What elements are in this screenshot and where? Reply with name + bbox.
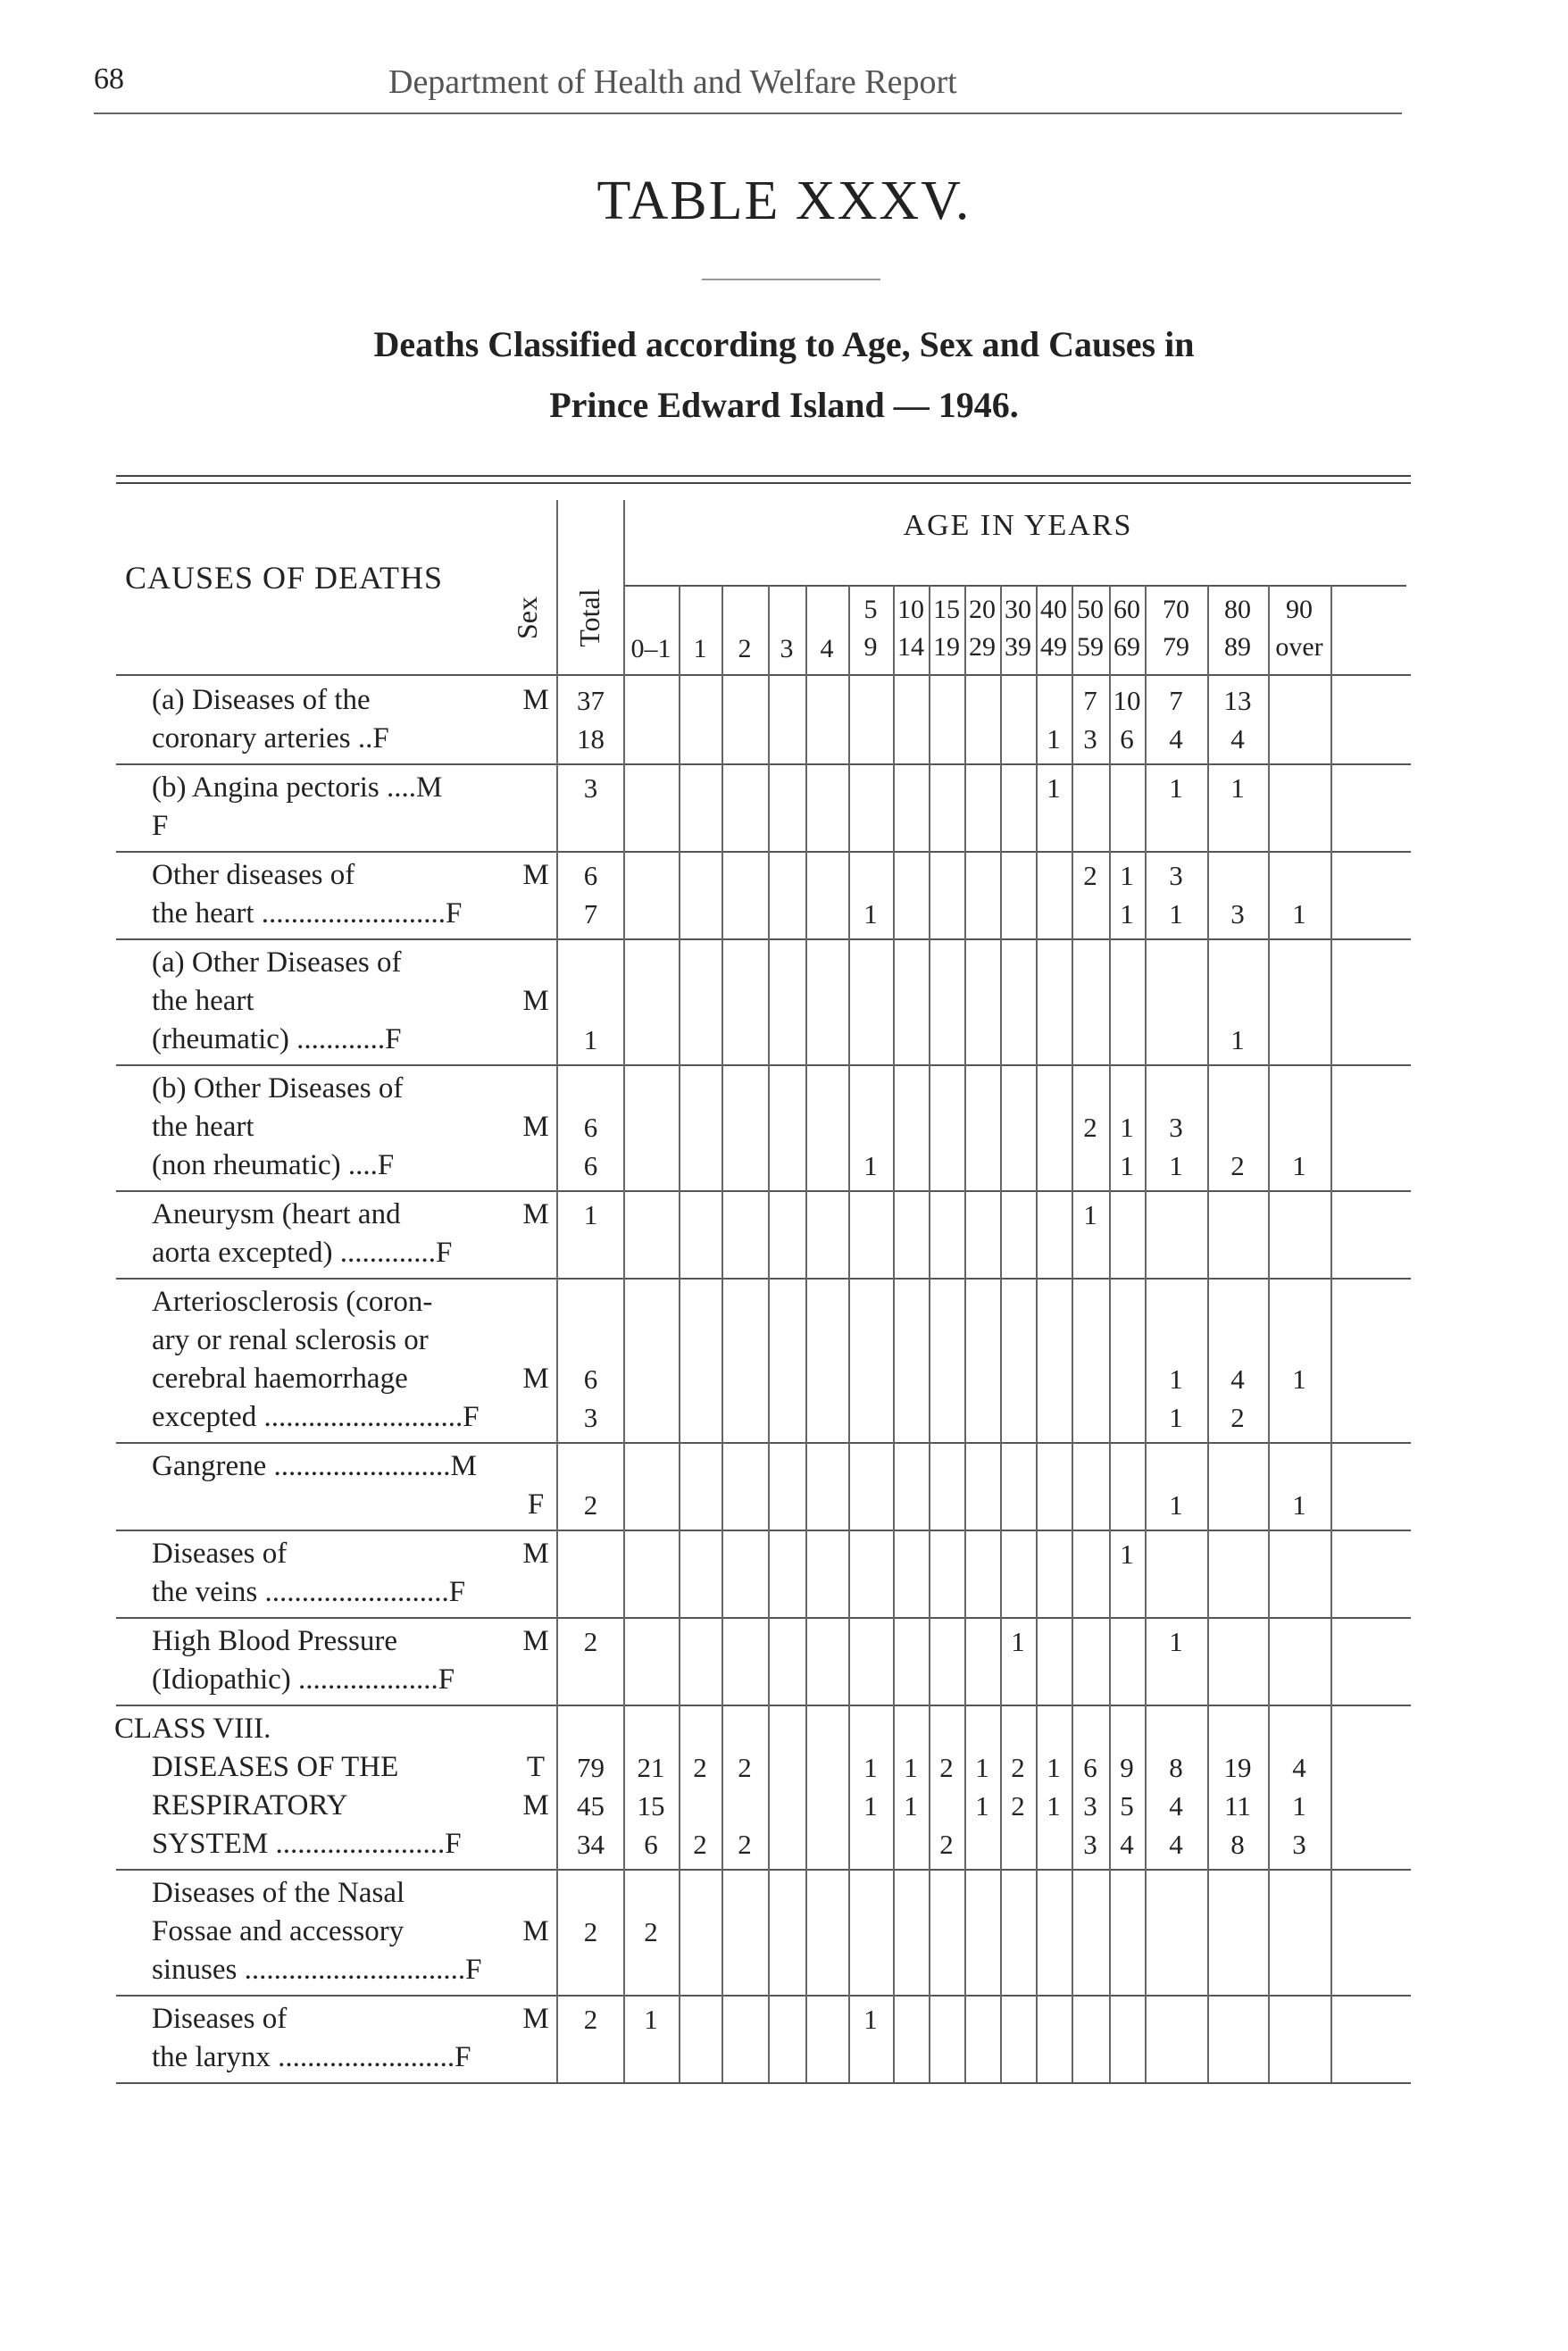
- age-cell: 1: [1169, 1402, 1183, 1433]
- age-cell: 4: [1120, 1829, 1134, 1860]
- age-cell: 1: [1292, 1363, 1306, 1395]
- cause-label: [152, 1196, 545, 1272]
- table-top-rule-2: [116, 482, 1411, 484]
- age-cell: 4: [1292, 1752, 1306, 1783]
- age-group-top: 4: [820, 634, 834, 663]
- cause-line: (a) Diseases of the: [152, 684, 371, 716]
- cause-line: the veins .........................F: [152, 1576, 466, 1608]
- cause-label: [152, 944, 545, 1059]
- age-group-label: [1207, 591, 1268, 666]
- age-group-bottom: 29: [969, 632, 996, 662]
- total-cell: 1: [583, 1199, 598, 1230]
- sex-marker: M: [522, 1915, 549, 1947]
- age-cell: 1: [1047, 723, 1061, 754]
- age-cell: 1: [975, 1752, 989, 1783]
- total-cell: 34: [577, 1829, 605, 1860]
- age-cell: 4: [1230, 723, 1245, 754]
- column-rule: [768, 585, 770, 2082]
- cause-line: (non rheumatic) ....F: [152, 1149, 395, 1181]
- row-separator: [116, 851, 1411, 853]
- age-cell: 3: [1169, 1112, 1183, 1143]
- age-cell: 1: [1120, 1538, 1134, 1570]
- column-rule: [1036, 585, 1038, 2082]
- total-cell: 45: [577, 1790, 605, 1822]
- age-cell: 2: [939, 1829, 954, 1860]
- age-group-bottom: 79: [1163, 632, 1189, 662]
- age-group-bottom: 59: [1077, 632, 1104, 662]
- age-cell: 15: [637, 1790, 665, 1822]
- age-cell: 1: [904, 1790, 918, 1822]
- age-group-label: [1268, 591, 1330, 666]
- age-cell: 1: [863, 1752, 878, 1783]
- age-header-rule: [623, 585, 1406, 587]
- subtitle-line-2: Prince Edward Island — 1946.: [549, 385, 1019, 425]
- total-header: Total: [573, 588, 605, 647]
- age-group-label: [893, 591, 929, 666]
- cause-line: (b) Angina pectoris ....M: [152, 771, 443, 804]
- cause-line: Gangrene ........................M: [152, 1450, 477, 1482]
- age-cell: 1: [1047, 1790, 1061, 1822]
- age-group-top: 15: [933, 595, 960, 624]
- cause-line: excepted ...........................F: [152, 1401, 480, 1433]
- sex-marker: M: [522, 1198, 549, 1230]
- column-rule: [1330, 585, 1332, 2082]
- age-group-top: 70: [1163, 595, 1189, 624]
- age-cell: 1: [863, 898, 878, 930]
- age-group-top: 40: [1040, 595, 1067, 624]
- cause-line: aorta excepted) .............F: [152, 1237, 453, 1269]
- age-group-label: [623, 630, 679, 668]
- total-cell: 3: [583, 1402, 598, 1433]
- age-group-top: 20: [969, 595, 996, 624]
- age-group-bottom: 14: [897, 632, 924, 662]
- age-cell: 2: [1083, 860, 1097, 891]
- age-group-top: 30: [1005, 595, 1031, 624]
- column-rule: [893, 585, 895, 2082]
- age-cell: 10: [1113, 685, 1141, 716]
- age-cell: 1: [1120, 1150, 1134, 1181]
- header-bottom-rule: [116, 674, 1411, 676]
- sex-header: Sex: [511, 596, 543, 639]
- age-group-bottom: over: [1275, 632, 1323, 662]
- age-cell: 1: [1120, 860, 1134, 891]
- cause-label: [152, 769, 545, 846]
- cause-line: (Idiopathic) ...................F: [152, 1663, 455, 1696]
- age-cell: 5: [1120, 1790, 1134, 1822]
- age-cell: 1: [1169, 772, 1183, 804]
- cause-line: the heart: [152, 985, 254, 1017]
- age-group-top: 1: [693, 634, 707, 663]
- age-group-label: [721, 630, 768, 668]
- age-cell: 8: [1230, 1829, 1245, 1860]
- causes-header: CAUSES OF DEATHS: [125, 560, 444, 596]
- total-cell: 1: [583, 1024, 598, 1055]
- column-rule: [1000, 585, 1002, 2082]
- age-header: AGE IN YEARS: [903, 509, 1133, 542]
- age-group-top: 2: [738, 634, 752, 663]
- cause-label: [152, 1874, 545, 1989]
- age-cell: 1: [863, 2004, 878, 2035]
- age-cell: 7: [1169, 685, 1183, 716]
- age-cell: 1: [644, 2004, 658, 2035]
- age-cell: 2: [693, 1752, 707, 1783]
- total-cell: 6: [583, 1363, 598, 1395]
- age-group-top: 90: [1286, 595, 1313, 624]
- cause-line: [152, 1486, 545, 1524]
- total-cell: 6: [583, 1150, 598, 1181]
- age-cell: 9: [1120, 1752, 1134, 1783]
- age-group-top: 3: [780, 634, 794, 663]
- page-number: 68: [94, 63, 124, 96]
- age-cell: 1: [863, 1790, 878, 1822]
- sex-marker: M: [522, 1111, 549, 1143]
- age-cell: 1: [863, 1150, 878, 1181]
- age-cell: 13: [1223, 685, 1252, 716]
- age-cell: 1: [1230, 772, 1245, 804]
- age-cell: 1: [1230, 1024, 1245, 1055]
- age-cell: 1: [1292, 1790, 1306, 1822]
- cause-label: [152, 1622, 545, 1699]
- age-cell: 6: [1083, 1752, 1097, 1783]
- running-head: Department of Health and Welfare Report: [388, 63, 957, 101]
- age-group-label: [1145, 591, 1207, 666]
- age-cell: 3: [1083, 1790, 1097, 1822]
- row-separator: [116, 1278, 1411, 1280]
- total-cell: 2: [583, 1916, 598, 1947]
- age-group-label: [1000, 591, 1036, 666]
- age-cell: 7: [1083, 685, 1097, 716]
- cause-line: CLASS VIII.: [114, 1713, 271, 1745]
- row-separator: [116, 2082, 1411, 2084]
- age-cell: 21: [637, 1752, 665, 1783]
- row-separator: [116, 1190, 1411, 1192]
- title-rule: [702, 279, 880, 280]
- age-cell: 1: [904, 1752, 918, 1783]
- total-cell: 6: [583, 860, 598, 891]
- row-separator: [116, 1995, 1411, 1997]
- age-group-label: [1072, 591, 1109, 666]
- age-cell: 11: [1224, 1790, 1251, 1822]
- cause-line: SYSTEM .......................F: [152, 1828, 462, 1860]
- age-cell: 1: [1169, 1150, 1183, 1181]
- total-cell: 79: [577, 1752, 605, 1783]
- age-cell: 3: [1083, 723, 1097, 754]
- cause-line: Diseases of: [152, 2003, 288, 2035]
- age-cell: 4: [1169, 1829, 1183, 1860]
- cause-label: [114, 1710, 545, 1863]
- sex-marker: M: [522, 1363, 549, 1395]
- age-cell: 8: [1169, 1752, 1183, 1783]
- age-group-bottom: 19: [933, 632, 960, 662]
- cause-line: (a) Other Diseases of: [152, 946, 402, 979]
- column-rule: [964, 585, 966, 2082]
- cause-line: ary or renal sclerosis or: [152, 1324, 429, 1356]
- age-cell: 2: [693, 1829, 707, 1860]
- sex-marker: M: [522, 859, 549, 891]
- sex-marker: M: [522, 684, 549, 716]
- age-group-label: [848, 591, 893, 666]
- cause-line: the larynx ........................F: [152, 2041, 471, 2073]
- cause-line: sinuses ..............................F: [152, 1954, 482, 1986]
- cause-line: High Blood Pressure: [152, 1625, 397, 1657]
- age-group-label: [929, 591, 964, 666]
- cause-line: (b) Other Diseases of: [152, 1072, 404, 1105]
- cause-line: Arteriosclerosis (coron-: [152, 1286, 433, 1318]
- age-cell: 2: [939, 1752, 954, 1783]
- age-group-bottom: 9: [863, 632, 878, 662]
- row-separator: [116, 1705, 1411, 1706]
- cause-line: (rheumatic) ............F: [152, 1023, 402, 1055]
- cause-line: RESPIRATORY: [152, 1789, 348, 1822]
- cause-line: Diseases of: [152, 1538, 288, 1570]
- total-cell: 37: [577, 685, 605, 716]
- age-cell: 1: [1047, 772, 1061, 804]
- age-cell: 2: [1011, 1752, 1025, 1783]
- total-cell: 2: [583, 2004, 598, 2035]
- sex-marker: F: [527, 1488, 545, 1521]
- cause-label: [152, 1535, 545, 1612]
- age-cell: 6: [1120, 723, 1134, 754]
- age-cell: 1: [1120, 898, 1134, 930]
- age-cell: 3: [1230, 898, 1245, 930]
- sex-marker: M: [522, 985, 549, 1017]
- age-cell: 2: [1011, 1790, 1025, 1822]
- age-group-top: 0–1: [630, 634, 671, 663]
- total-cell: 7: [583, 898, 598, 930]
- total-cell: 3: [583, 772, 598, 804]
- age-group-bottom: 39: [1005, 632, 1031, 662]
- total-cell: 2: [583, 1626, 598, 1657]
- age-cell: 4: [1169, 1790, 1183, 1822]
- sex-marker: M: [522, 1789, 549, 1822]
- age-cell: 4: [1230, 1363, 1245, 1395]
- age-cell: 2: [738, 1829, 752, 1860]
- cause-line: DISEASES OF THE: [152, 1751, 399, 1783]
- age-cell: 3: [1169, 860, 1183, 891]
- total-cell: 2: [583, 1489, 598, 1521]
- cause-label: [152, 1283, 545, 1437]
- page-header: [94, 63, 1402, 114]
- age-group-top: 80: [1224, 595, 1251, 624]
- age-cell: 2: [1230, 1402, 1245, 1433]
- cause-line: coronary arteries ..F: [152, 722, 389, 754]
- age-group-bottom: 69: [1113, 632, 1140, 662]
- cause-label: [152, 1447, 545, 1524]
- age-group-top: 60: [1113, 595, 1140, 624]
- cause-line: cerebral haemorrhage: [152, 1363, 408, 1395]
- age-group-top: 10: [897, 595, 924, 624]
- age-group-label: [964, 591, 1000, 666]
- age-cell: 1: [1120, 1112, 1134, 1143]
- age-cell: 4: [1169, 723, 1183, 754]
- sex-marker: T: [526, 1751, 546, 1783]
- age-cell: 2: [738, 1752, 752, 1783]
- row-separator: [116, 1064, 1411, 1066]
- cause-line: Diseases of the Nasal: [152, 1877, 405, 1909]
- age-group-label: [1109, 591, 1145, 666]
- age-cell: 2: [644, 1916, 658, 1947]
- age-group-top: 50: [1077, 595, 1104, 624]
- table-top-rule: [116, 475, 1411, 477]
- row-separator: [116, 1869, 1411, 1871]
- row-separator: [116, 1442, 1411, 1444]
- age-cell: 1: [1169, 898, 1183, 930]
- cause-line: Fossae and accessory: [152, 1915, 405, 1947]
- age-cell: 1: [1047, 1752, 1061, 1783]
- subtitle-line-1: Deaths Classified according to Age, Sex and Causes in: [373, 324, 1195, 364]
- age-cell: 1: [1011, 1626, 1025, 1657]
- age-cell: 1: [1292, 898, 1306, 930]
- age-cell: 3: [1083, 1829, 1097, 1860]
- cause-line: F: [152, 810, 169, 842]
- age-cell: 6: [644, 1829, 658, 1860]
- cause-line: Other diseases of: [152, 859, 355, 891]
- column-rule: [805, 585, 807, 2082]
- row-separator: [116, 938, 1411, 940]
- age-cell: 3: [1292, 1829, 1306, 1860]
- cause-label: [152, 2000, 545, 2077]
- age-cell: 1: [1169, 1626, 1183, 1657]
- age-group-label: [679, 630, 721, 668]
- age-cell: 1: [1169, 1489, 1183, 1521]
- age-group-top: 5: [863, 595, 878, 624]
- age-cell: 2: [1230, 1150, 1245, 1181]
- age-cell: 1: [1083, 1199, 1097, 1230]
- cause-label: [152, 856, 545, 933]
- sex-marker: M: [522, 2003, 549, 2035]
- row-separator: [116, 1617, 1411, 1619]
- age-cell: 1: [1292, 1150, 1306, 1181]
- cause-line: Aneurysm (heart and: [152, 1198, 401, 1230]
- age-cell: 2: [1083, 1112, 1097, 1143]
- cause-line: the heart .........................F: [152, 897, 463, 930]
- age-group-label: [805, 630, 848, 668]
- sex-marker: M: [522, 1625, 549, 1657]
- age-group-label: [768, 630, 805, 668]
- total-cell: 6: [583, 1112, 598, 1143]
- cause-line: the heart: [152, 1111, 254, 1143]
- age-cell: 1: [975, 1790, 989, 1822]
- row-separator: [116, 1530, 1411, 1531]
- row-separator: [116, 763, 1411, 765]
- sex-marker: M: [522, 1538, 549, 1570]
- total-cell: 18: [577, 723, 605, 754]
- table-title: TABLE XXXV.: [596, 171, 972, 231]
- age-group-bottom: 49: [1040, 632, 1067, 662]
- age-group-label: [1036, 591, 1072, 666]
- cause-label: [152, 1070, 545, 1185]
- age-cell: 1: [1292, 1489, 1306, 1521]
- column-rule: [848, 585, 850, 2082]
- cause-label: [152, 681, 545, 758]
- age-cell: 19: [1223, 1752, 1252, 1783]
- age-group-bottom: 89: [1224, 632, 1251, 662]
- age-cell: 1: [1169, 1363, 1183, 1395]
